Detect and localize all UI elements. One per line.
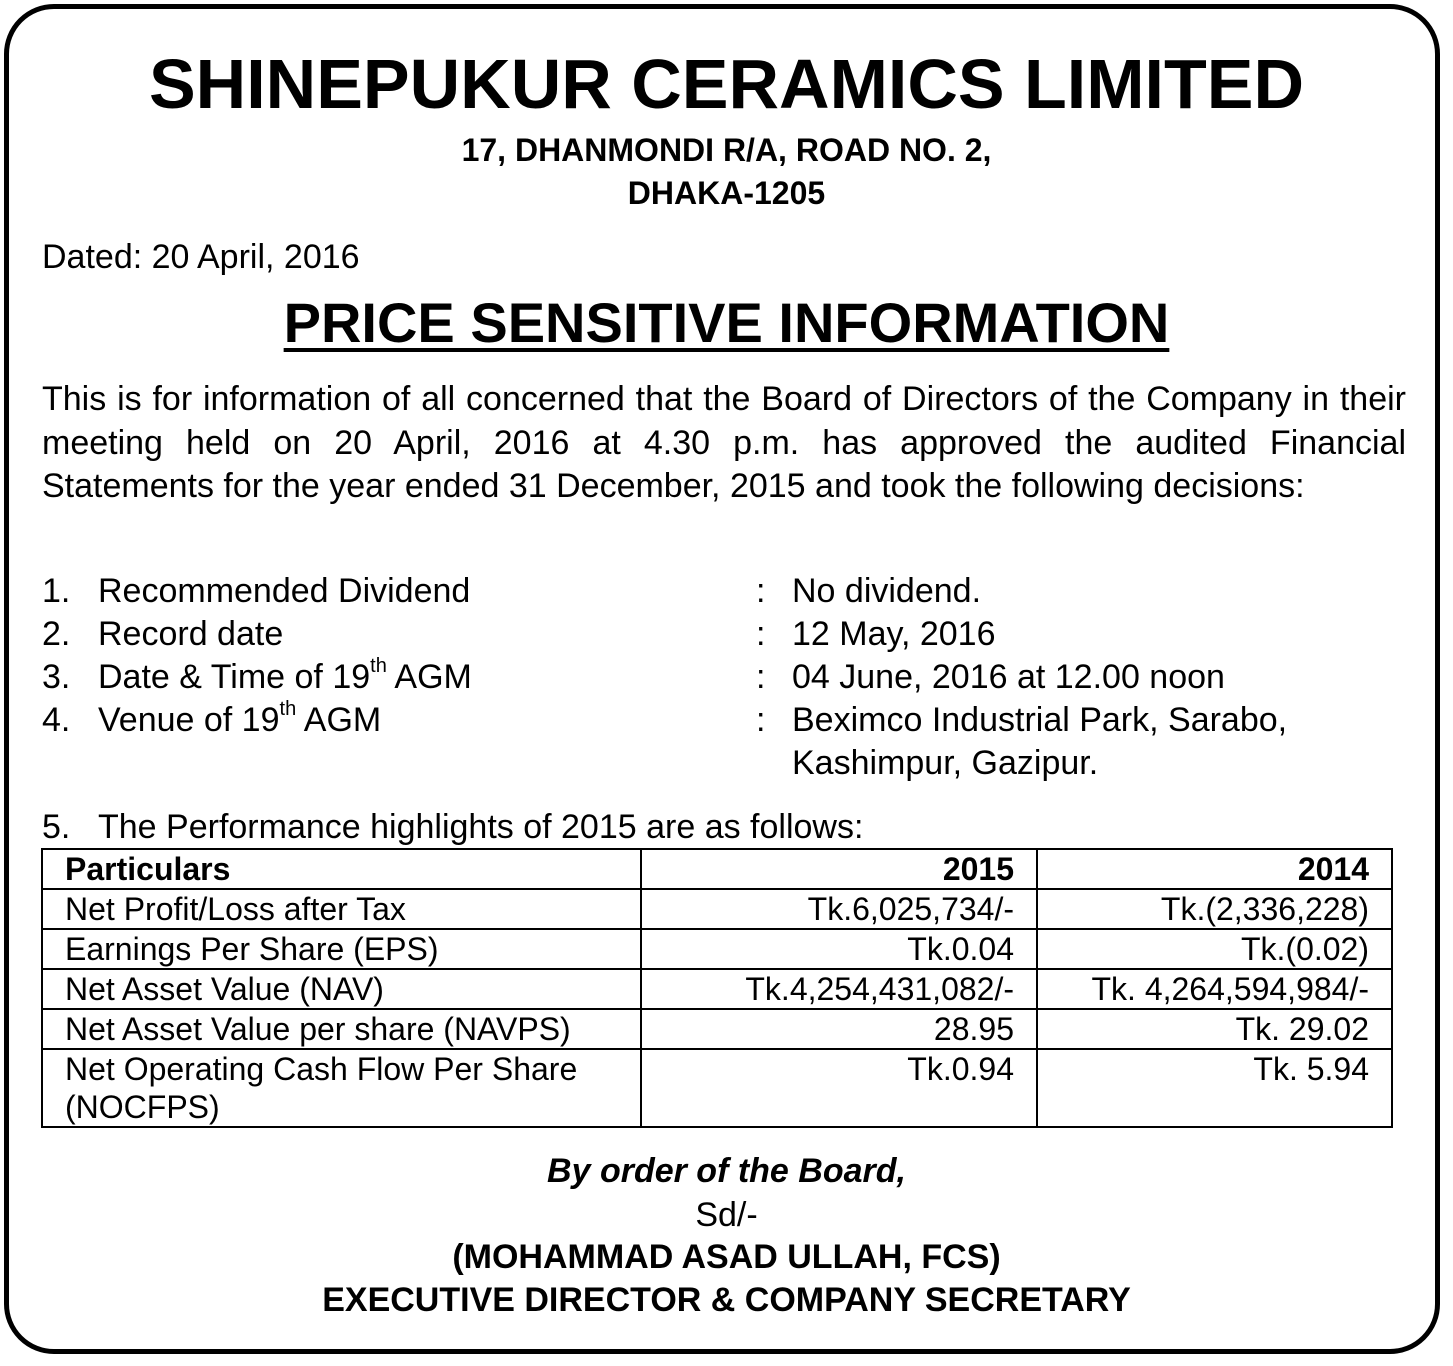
signatory-name: (MOHAMMAD ASAD ULLAH, FCS) [452, 1238, 1001, 1276]
notice-heading-text: PRICE SENSITIVE INFORMATION [283, 291, 1170, 354]
decision-number: 1. [42, 572, 71, 610]
table-cell-particular: Net Asset Value per share (NAVPS) [42, 1009, 641, 1049]
decision-label-text: Date & Time of 19 [98, 658, 371, 696]
table-row [42, 889, 1392, 929]
table-cell-2014: Tk. 29.02 [1037, 1009, 1392, 1049]
table-cell-particular: Net Profit/Loss after Tax [42, 889, 641, 929]
decision-label [98, 656, 472, 699]
table-cell-2014: Tk. 5.94 [1037, 1049, 1392, 1127]
decision-label-text: Venue of 19 [98, 701, 280, 739]
ordinal-suffix: th [370, 654, 387, 677]
decision-label: Recommended Dividend [98, 572, 471, 610]
decision-colon: : [756, 658, 766, 696]
decision-value: No dividend. [792, 572, 982, 610]
decision-number: 4. [42, 701, 71, 739]
table-cell-2014: Tk.(2,336,228) [1037, 889, 1392, 929]
decision-label-text: AGM [296, 701, 382, 739]
table-row [42, 969, 1392, 1009]
table-cell-2015: Tk.4,254,431,082/- [641, 969, 1037, 1009]
performance-intro: The Performance highlights of 2015 are as follows: [98, 808, 864, 846]
decision-value: 04 June, 2016 at 12.00 noon [792, 658, 1225, 696]
table-cell-2015: Tk.6,025,734/- [641, 889, 1037, 929]
table-cell-2014: Tk. 4,264,594,984/- [1037, 969, 1392, 1009]
decision-value: 12 May, 2016 [792, 615, 996, 653]
table-header-row [42, 849, 1392, 889]
ordinal-suffix: th [279, 697, 297, 720]
decision-label: Record date [98, 615, 284, 653]
decision-label-text: AGM [386, 658, 472, 696]
signatory-title: EXECUTIVE DIRECTOR & COMPANY SECRETARY [322, 1281, 1131, 1319]
company-address-line2: DHAKA-1205 [627, 175, 826, 211]
table-cell-2015: Tk.0.94 [641, 1049, 1037, 1127]
table-row [42, 1009, 1392, 1049]
column-header-2015: 2015 [641, 849, 1037, 889]
table-row [42, 1049, 1392, 1127]
decision-colon: : [756, 701, 766, 739]
column-header-2014: 2014 [1037, 849, 1392, 889]
table-cell-particular: Earnings Per Share (EPS) [42, 929, 641, 969]
decision-value-line1: Beximco Industrial Park, Sarabo, [792, 701, 1288, 739]
table-cell-2015: 28.95 [641, 1009, 1037, 1049]
table-cell-particular: Net Operating Cash Flow Per Share (NOCFPS) [42, 1049, 641, 1127]
table-cell-2015: Tk.0.04 [641, 929, 1037, 969]
signature-sd: Sd/- [695, 1196, 758, 1234]
decision-value-line2: Kashimpur, Gazipur. [792, 744, 1099, 782]
intro-paragraph: This is for information of all concerned that the Board of Directors of the Company in their meeting held on 20 April, 2016 at 4.30 p.m. has approved the audited Financial Statements for the year ended 31 December, 2015 and took the following decisions: [42, 380, 1406, 505]
decision-number: 3. [42, 658, 71, 696]
performance-table [41, 848, 1393, 1128]
table-cell-2014: Tk.(0.02) [1037, 929, 1392, 969]
column-header-particulars: Particulars [42, 849, 641, 889]
company-name: SHINEPUKUR CERAMICS LIMITED [148, 45, 1305, 123]
performance-number: 5. [42, 808, 71, 846]
signature-order: By order of the Board, [547, 1152, 906, 1190]
notice-date: Dated: 20 April, 2016 [42, 238, 360, 276]
notice-heading [0, 290, 1453, 356]
company-address-line1: 17, DHANMONDI R/A, ROAD NO. 2, [461, 132, 992, 168]
decision-number: 2. [42, 615, 71, 653]
decision-colon: : [756, 572, 766, 610]
table-row [42, 929, 1392, 969]
decision-label [98, 699, 381, 742]
table-cell-particular: Net Asset Value (NAV) [42, 969, 641, 1009]
decision-colon: : [756, 615, 766, 653]
